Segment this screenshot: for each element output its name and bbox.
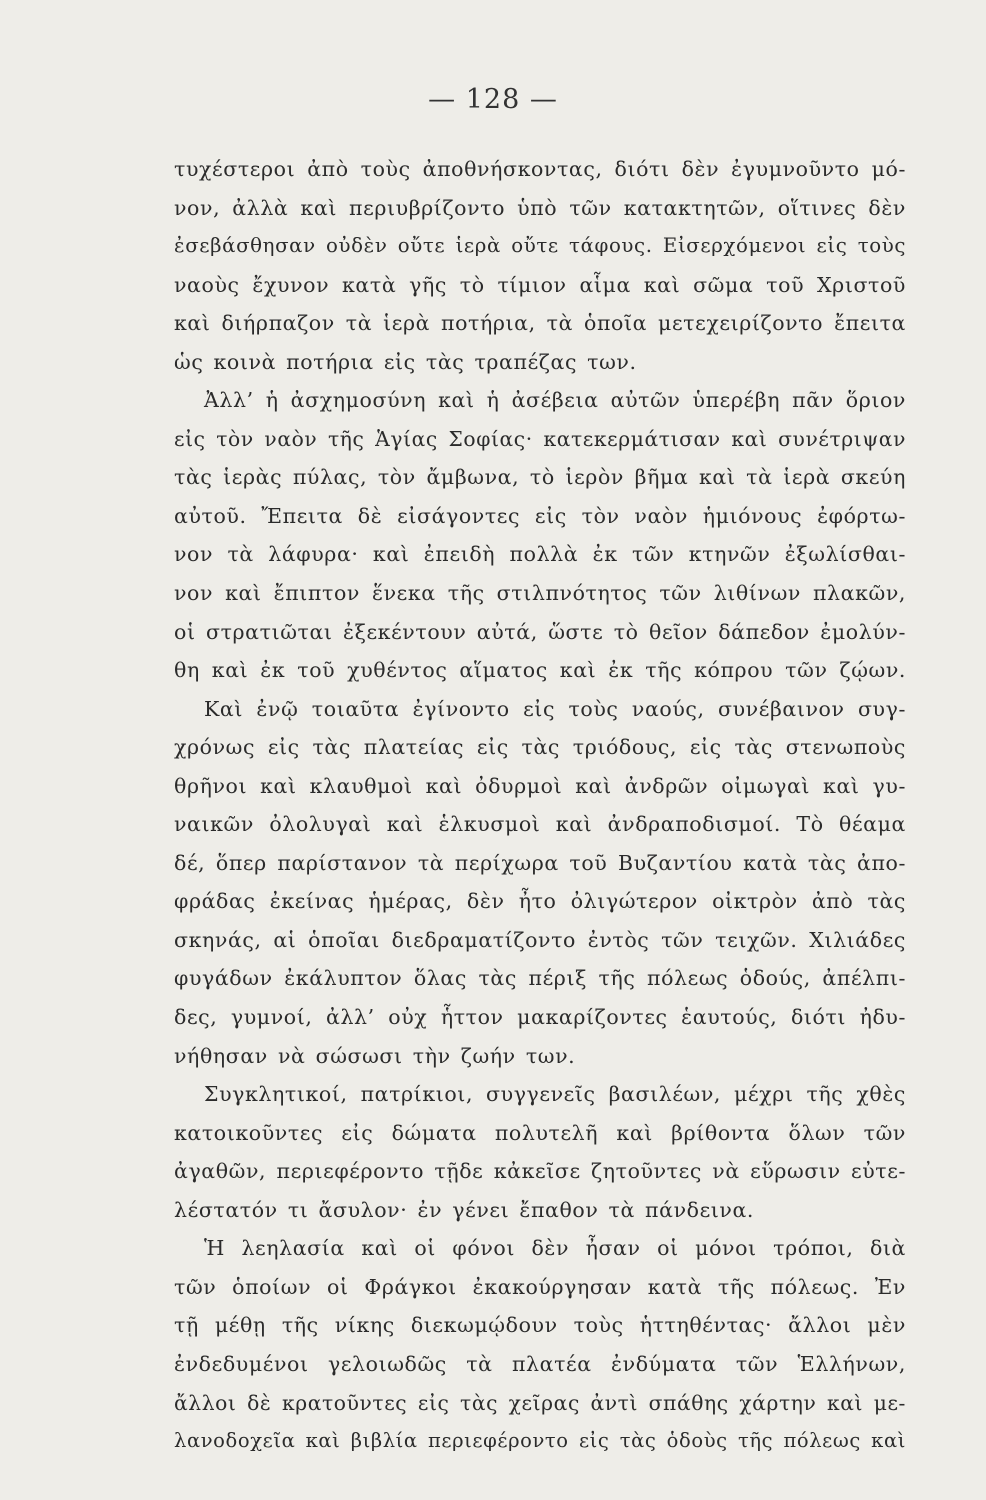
text-line: τὰς ἱερὰς πύλας, τὸν ἄμβωνα, τὸ ἱερὸν βῆμα καὶ τὰ ἱερὰ σκεύη [174,465,906,490]
text-line: νήθησαν νὰ σώσωσι τὴν ζωήν των. [174,1043,576,1068]
text-line: νον τὰ λάφυρα· καὶ ἐπειδὴ πολλὰ ἐκ τῶν κτηνῶν ἐξωλίσθαι- [174,542,906,567]
body-text [174,150,906,1453]
text-line: Συγκλητικοί, πατρίκιοι, συγγενεῖς βασιλέων, μέχρι τῆς χθὲς [204,1082,906,1107]
text-line: Ἡ λεηλασία καὶ οἱ φόνοι δὲν ἦσαν οἱ μόνοι τρόποι, διὰ [204,1236,906,1261]
text-line: φυγάδων ἐκάλυπτον ὅλας τὰς πέριξ τῆς πόλεως ὁδούς, ἀπέλπι- [174,966,906,991]
text-line: νον καὶ ἔπιπτον ἕνεκα τῆς στιλπνότητος τῶν λιθίνων πλακῶν, [174,581,906,606]
text-line: σκηνάς, αἱ ὁποῖαι διεδραματίζοντο ἐντὸς τῶν τειχῶν. Χιλιάδες [174,927,906,952]
text-line: ναοὺς ἔχυνον κατὰ γῆς τὸ τίμιον αἷμα καὶ σῶμα τοῦ Χριστοῦ [174,272,906,297]
text-line: τῶν ὁποίων οἱ Φράγκοι ἐκακούργησαν κατὰ τῆς πόλεως. Ἐν [174,1274,906,1299]
text-line: τυχέστεροι ἀπὸ τοὺς ἀποθνήσκοντας, διότι δὲν ἐγυμνοῦντο μό- [174,157,906,181]
text-line: ναικῶν ὀλολυγαὶ καὶ ἑλκυσμοὶ καὶ ἀνδραποδισμοί. Τὸ θέαμα [174,812,906,837]
text-line: ἐσεβάσθησαν οὐδὲν οὔτε ἱερὰ οὔτε τάφους. Εἰσερχόμενοι εἰς τοὺς [174,234,906,258]
text-line: θη καὶ ἐκ τοῦ χυθέντος αἵματος καὶ ἐκ τῆς κόπρου τῶν ζῴων. [174,658,906,683]
text-line: θρῆνοι καὶ κλαυθμοὶ καὶ ὀδυρμοὶ καὶ ἀνδρῶν οἰμωγαὶ καὶ γυ- [174,773,906,798]
text-line: κατοικοῦντες εἰς δώματα πολυτελῆ καὶ βρίθοντα ὅλων τῶν [174,1120,906,1145]
text-line: οἱ στρατιῶται ἐξεκέντουν αὐτά, ὥστε τὸ θεῖον δάπεδον ἐμολύν- [174,619,906,644]
text-line: ἄλλοι δὲ κρατοῦντες εἰς τὰς χεῖρας ἀντὶ σπάθης χάρτην καὶ με- [174,1390,906,1415]
text-line: ἐνδεδυμένοι γελοιωδῶς τὰ πλατέα ἐνδύματα τῶν Ἑλλήνων, [174,1351,906,1376]
text-line: νον, ἀλλὰ καὶ περιυβρίζοντο ὑπὸ τῶν κατακτητῶν, οἵτινες δὲν [174,195,906,220]
text-line: φράδας ἐκείνας ἡμέρας, δὲν ἦτο ὀλιγώτερον οἰκτρὸν ἀπὸ τὰς [174,889,906,914]
text-line: αὐτοῦ. Ἔπειτα δὲ εἰσάγοντες εἰς τὸν ναὸν ἡμιόνους ἐφόρτω- [174,503,906,528]
text-line: δέ, ὅπερ παρίστανον τὰ περίχωρα τοῦ Βυζαντίου κατὰ τὰς ἀπο- [174,850,906,875]
text-line: ἀγαθῶν, περιεφέροντο τῇδε κἀκεῖσε ζητοῦντες νὰ εὕρωσιν εὐτε- [174,1159,906,1184]
text-line: λέστατόν τι ἄσυλον· ἐν γένει ἔπαθον τὰ πάνδεινα. [174,1197,755,1222]
text-line: εἰς τὸν ναὸν τῆς Ἁγίας Σοφίας· κατεκερμάτισαν καὶ συνέτριψαν [174,426,906,451]
text-line: Ἀλλ’ ἡ ἀσχημοσύνη καὶ ἡ ἀσέβεια αὐτῶν ὑπερέβη πᾶν ὅριον [204,388,906,413]
text-line: Καὶ ἐνῷ τοιαῦτα ἐγίνοντο εἰς τοὺς ναούς, συνέβαινον συγ- [204,696,906,721]
text-line: δες, γυμνοί, ἀλλ’ οὐχ ἧττον μακαρίζοντες ἑαυτούς, διότι ἠδυ- [174,1005,906,1030]
page-number: — 128 — [428,84,558,115]
text-line: λανοδοχεῖα καὶ βιβλία περιεφέροντο εἰς τὰς ὁδοὺς τῆς πόλεως καὶ [174,1429,906,1453]
text-line: καὶ διήρπαζον τὰ ἱερὰ ποτήρια, τὰ ὁποῖα μετεχειρίζοντο ἔπειτα [174,311,906,336]
text-line: ὡς κοινὰ ποτήρια εἰς τὰς τραπέζας των. [174,349,637,374]
text-line: χρόνως εἰς τὰς πλατείας εἰς τὰς τριόδους, εἰς τὰς στενωποὺς [174,735,906,760]
text-line: τῇ μέθῃ τῆς νίκης διεκωμῴδουν τοὺς ἡττηθέντας· ἄλλοι μὲν [174,1313,906,1338]
